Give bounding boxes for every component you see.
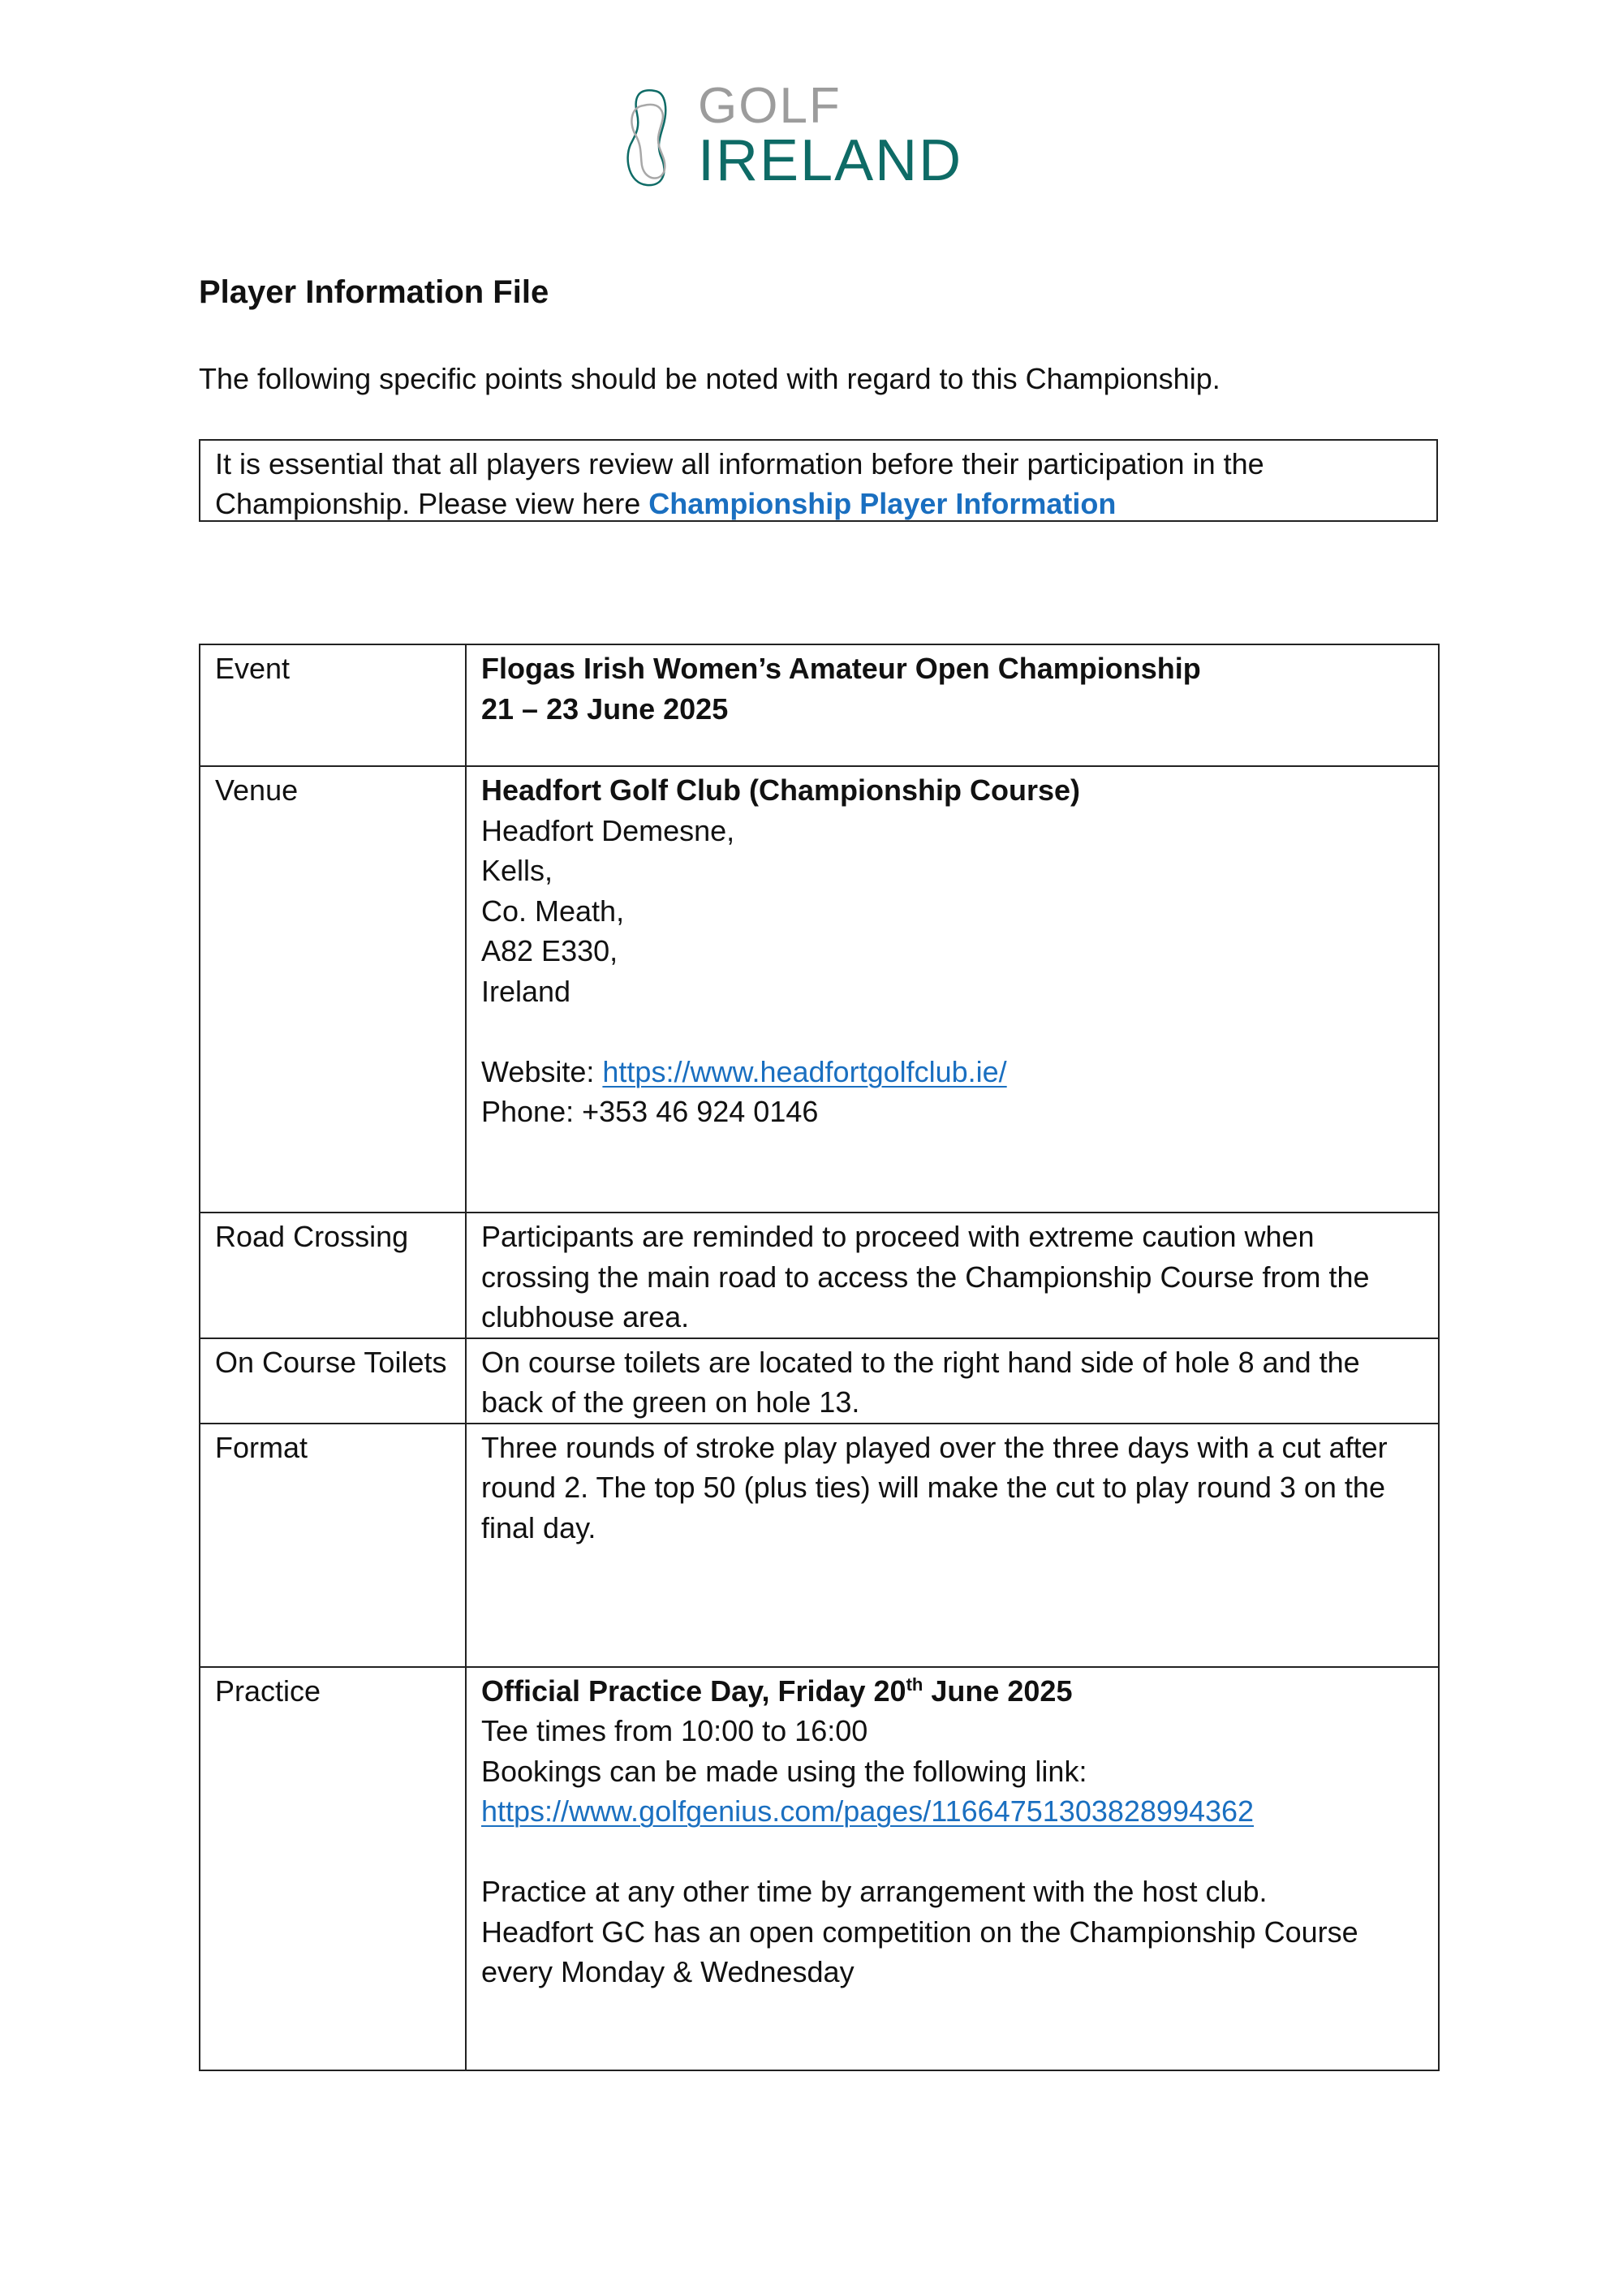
golf-ireland-logo [613, 78, 978, 195]
row-value: Participants are reminded to proceed with extreme caution when crossing the main road to access the Championship Course from the clubhouse area. [466, 1213, 1439, 1338]
table-row-road-crossing [200, 1213, 1439, 1338]
logo-text-ireland: IRELAND [698, 128, 963, 193]
venue-address-line: A82 E330, [481, 934, 618, 967]
row-label: On Course Toilets [200, 1338, 466, 1424]
open-competition-text: Headfort GC has an open competition on the Championship Course every Monday & Wednesday [481, 1915, 1358, 1988]
practice-day-heading [481, 1671, 1423, 1712]
row-label: Practice [200, 1667, 466, 2070]
notice-box [199, 439, 1438, 522]
practice-heading-suffix: June 2025 [923, 1674, 1073, 1708]
row-value: Three rounds of stroke play played over the three days with a cut after round 2. The top 50 (plus ties) will make the cut to play round 3 on the final day. [466, 1424, 1439, 1667]
page-title: Player Information File [199, 274, 549, 310]
notice-text: It is essential that all players review all information before their participation in the Championship. Please view here [215, 447, 1264, 520]
spacer [481, 1011, 1423, 1052]
venue-website-link[interactable]: https://www.headfortgolfclub.ie/ [602, 1054, 1007, 1088]
row-label: Format [200, 1424, 466, 1667]
table-row-toilets [200, 1338, 1439, 1424]
table-row-practice [200, 1667, 1439, 2070]
venue-phone: Phone: +353 46 924 0146 [481, 1095, 819, 1128]
venue-address-line: Kells, [481, 854, 553, 887]
venue-name: Headfort Golf Club (Championship Course) [481, 773, 1080, 807]
table-row-event [200, 644, 1439, 766]
row-label: Event [200, 644, 466, 766]
table-row-format [200, 1424, 1439, 1667]
spacer [481, 1832, 1423, 1872]
logo-text-golf: GOLF [698, 78, 842, 134]
intro-text: The following specific points should be noted with regard to this Championship. [199, 362, 1220, 395]
other-practice-text: Practice at any other time by arrangement with the host club. [481, 1875, 1268, 1908]
booking-link[interactable]: https://www.golfgenius.com/pages/11664751303828994362 [481, 1794, 1255, 1828]
golf-ireland-mark-icon [613, 81, 686, 195]
venue-address-line: Ireland [481, 974, 571, 1008]
row-value [466, 1667, 1439, 2070]
ordinal-suffix: th [906, 1674, 923, 1695]
championship-player-information-link[interactable]: Championship Player Information [648, 487, 1117, 520]
row-value [466, 644, 1439, 766]
event-title: Flogas Irish Women’s Amateur Open Championship [481, 652, 1201, 685]
event-dates: 21 – 23 June 2025 [481, 691, 729, 726]
venue-address-line: Headfort Demesne, [481, 813, 735, 847]
practice-heading-prefix: Official Practice Day, Friday 20 [481, 1674, 906, 1708]
row-value: On course toilets are located to the right hand side of hole 8 and the back of the green on hole 13. [466, 1338, 1439, 1424]
row-label: Venue [200, 766, 466, 1213]
venue-website [481, 1052, 1423, 1092]
website-label: Website: [481, 1054, 603, 1088]
row-label: Road Crossing [200, 1213, 466, 1338]
championship-info-table [199, 644, 1440, 2071]
tee-times: Tee times from 10:00 to 16:00 [481, 1714, 868, 1747]
row-value [466, 766, 1439, 1213]
table-row-venue [200, 766, 1439, 1213]
venue-address-line: Co. Meath, [481, 894, 625, 928]
booking-text: Bookings can be made using the following link: [481, 1754, 1087, 1788]
